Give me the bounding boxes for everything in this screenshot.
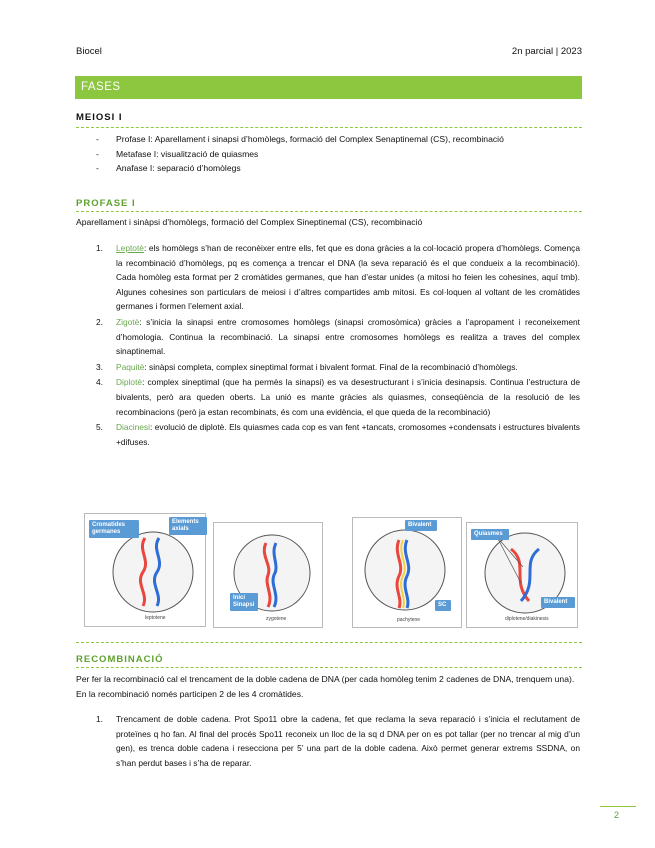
profase-item: 3. Paquitè: sinàpsi completa, complex sineptimal format i bivalent format. Final de la recombinació d’homòlegs.	[96, 361, 518, 372]
meiosi-item: - Anafase I: separació d’homòlegs	[96, 161, 582, 176]
caption-diplotene: diplotene/diakinesis	[505, 616, 549, 622]
stage-name: Paquitè	[116, 361, 145, 372]
caption-zygotene: zygotene	[266, 616, 287, 622]
label-cromatides: Cromatides germanes	[89, 520, 139, 538]
stage-name: Diplotè	[116, 377, 143, 388]
header-right: 2n parcial | 2023	[511, 46, 582, 57]
zygotene-illustration	[214, 523, 322, 627]
recomb-list	[96, 712, 580, 771]
meiosi-list	[96, 132, 582, 176]
profase-item: 5. Diacinesi: evolució de diplotè. Els quiasmes cada cop es van fent +tancats, cromosomes +condensats i estructures bivalents +difuses.	[96, 422, 580, 447]
label-inici-sinapsi: Inici Sinapsi	[230, 593, 258, 611]
figure-pachytene	[352, 517, 462, 628]
profase-rule	[76, 211, 582, 212]
label-sc: SC	[435, 600, 451, 611]
recomb-item: 1. Trencament de doble cadena. Prot Spo11 obre la cadena, fet que reclama la seva reparació i s’inicia el reclutament de proteïnes q ho fan. Al final del procés Spo11 reconeix un lloc de la sq d DNA per on es pot tallar (per no trencar al mig d’un gen), es trenca doble cadena i resecciona per 5’ una part de la doble cadena. Això permet generar extrems SSDNA, on s’han perdut bases i s’ha de reparar.	[96, 714, 580, 768]
profase-list	[96, 241, 580, 450]
fases-heading-bar	[75, 76, 582, 99]
recomb-rule	[76, 667, 582, 668]
meiosi-title: MEIOSI I	[76, 112, 123, 123]
label-quiasmes: Quiasmes	[471, 529, 509, 540]
fases-heading: FASES	[81, 81, 121, 93]
profase-intro: Aparellament i sinàpsi d’homòlegs, formació del Complex Sineptinemal (CS), recombinació	[76, 217, 423, 227]
caption-leptotene: leptotene	[145, 615, 166, 621]
label-bivalent-2: Bivalent	[541, 597, 575, 608]
figure-zygotene	[213, 522, 323, 628]
label-elements-axials: Elements axials	[169, 517, 207, 535]
footer-rule	[600, 806, 636, 807]
profase-item: 2. Zigotè: s’inicia la sinapsi entre cromosomes homòlegs (sinapsi cromosòmica) gràcies a l’apropament i reconeixement d’homologia. Continua la recombinació. La sinapsi entre cromosomes homòlegs es realitza a traves del complex sinaptinemal.	[96, 316, 580, 357]
page-number: 2	[614, 810, 620, 820]
stage-desc: : s’inicia la sinapsi entre cromosomes homòlegs (sinapsi cromosòmica) gràcies a l’apropament i reconeixement d’homologia. Continua la recombinació. La sinapsi entre cromosomes homòlegs es realitza a traves del complex sinaptinemal.	[116, 316, 580, 357]
recomb-title: RECOMBINACIÓ	[76, 654, 164, 665]
profase-item: 1. Leptotè: els homòlegs s’han de reconèixer entre ells, fet que es dona gràcies a la col·locació propera d’homòlegs. Comença la recombinació d’homòlegs, pq es comença a trencar el DNA (la seva reparació és el que condueix a la recombinació). Cada homòleg esta format per 2 cromàtides germanes, que han d’estar unides (a mitosi ho feien les cohesines, aquí tmb). Algunes cohesines son particulars de meiosi i d’altres compartides amb mitosi. Es col·loquen al voltant de les cromàtides germanes i formen l’element axial.	[96, 243, 580, 312]
figure-leptotene	[84, 513, 206, 627]
stage-desc: : sinàpsi completa, complex sineptimal format i bivalent format. Final de la recombinació d’homòlegs.	[144, 361, 518, 372]
profase-item: 4. Diplotè: complex sineptimal (que ha permès la sinapsi) es va desestructurant i s’inicia desinapsis. Continua l’estructura de bivalents, però ara queden oberts. La unió es mante gràcies als quiasmes, conseqüència de la resolució de les recombinacions (però ja estan recombinats, és com una evidència, el que queda de la recombinació)	[96, 377, 580, 417]
figure-diplotene	[466, 522, 578, 628]
meiosi-item: - Profase I: Aparellament i sinapsi d’homòlegs, formació del Complex Senaptinemal (CS), recombinació	[96, 132, 582, 147]
recomb-rule-top	[76, 642, 582, 643]
stage-name: Leptotè	[116, 243, 144, 253]
caption-pachytene: pachytene	[397, 617, 421, 623]
label-bivalent: Bivalent	[405, 520, 437, 531]
recomb-intro: Per fer la recombinació cal el trencament de la doble cadena de DNA (per cada homòleg tenim 2 cadenes de DNA, trenquem una). En la recombinació només participen 2 de les 4 cromàtides.	[76, 674, 575, 699]
meiosi-item: - Metafase I: visualització de quiasmes	[96, 147, 582, 162]
stage-name: Diacinesi	[116, 422, 150, 433]
profase-title: PROFASE I	[76, 198, 136, 209]
header-left: Biocel	[76, 46, 102, 57]
stage-desc: : els homòlegs s’han de reconèixer entre ells, fet que es dona gràcies a la col·locació propera d’homòlegs. Comença la recombinació d’homòlegs, pq es comença a trencar el DNA (la seva reparació és el que condueix a la recombinació). Cada homòleg esta format per 2 cromàtides germanes, que han d’estar unides (a mitosi ho feien les cohesines, aquí tmb). Algunes cohesines son particulars de meiosi i d’altres compartides amb mitosi. Es col·loquen al voltant de les cromàtides germanes i formen l’element axial.	[116, 243, 580, 312]
stage-desc: : complex sineptimal (que ha permès la sinapsi) es va desestructurant i s’inicia desinapsis. Continua l’estructura de bivalents, però ara queden oberts. La unió es mante gràcies als quiasmes, conseqüència de la resolució de les recombinacions (però ja estan recombinats, és com una evidència, el que queda de la recombinació)	[116, 377, 580, 417]
stage-name: Zigotè	[116, 316, 140, 327]
meiosi-rule	[76, 127, 582, 128]
recomb-desc: Trencament de doble cadena. Prot Spo11 obre la cadena, fet que reclama la seva reparació i s’inicia el reclutament de proteïnes q ho fan. Al final del procés Spo11 reconeix un lloc de la sq d DNA per on es pot tallar (per no trencar al mig d’un gen), es trenca doble cadena i resecciona per 5’ una part de la doble cadena. Això permet generar extrems SSDNA, on s’han perdut bases i s’ha de reparar.	[116, 714, 580, 768]
stage-desc: : evolució de diplotè. Els quiasmes cada cop es van fent +tancats, cromosomes +condensats i estructures bivalents +difuses.	[116, 422, 580, 447]
